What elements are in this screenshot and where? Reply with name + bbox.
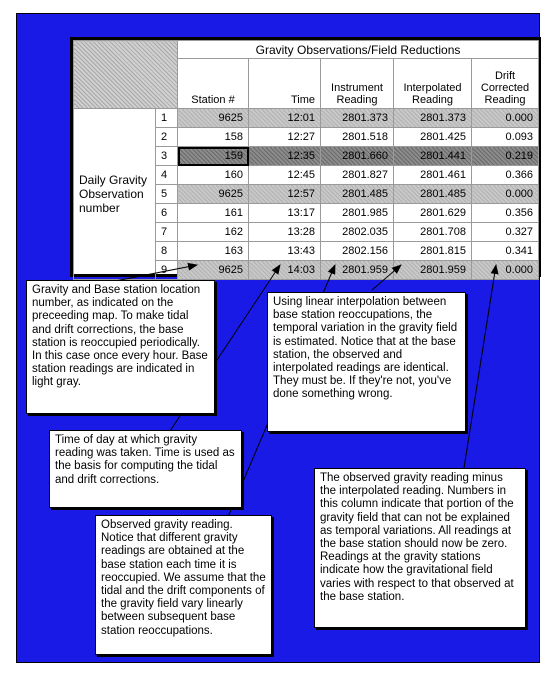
instrument-cell: 2802.035 — [321, 223, 394, 242]
obs-number: 6 — [156, 204, 178, 223]
interpolated-cell: 2801.708 — [394, 223, 472, 242]
obs-number: 2 — [156, 128, 178, 147]
station-cell: 163 — [178, 242, 249, 261]
time-cell: 13:17 — [249, 204, 321, 223]
note-interp: Using linear interpolation between base station reoccupations, the temporal variation in the gravity field is estimated. Notice that at the base station, the observed and interpolated readings are identical. They must be. If they're not, you've done something wrong. — [267, 292, 466, 432]
time-cell: 12:35 — [249, 147, 321, 166]
time-cell: 13:28 — [249, 223, 321, 242]
instrument-cell: 2801.485 — [321, 185, 394, 204]
interpolated-cell: 2801.425 — [394, 128, 472, 147]
instrument-cell: 2801.985 — [321, 204, 394, 223]
drift-cell: 0.356 — [472, 204, 539, 223]
arrow-interp — [372, 265, 401, 290]
interpolated-cell: 2801.373 — [394, 109, 472, 128]
col-header-instrument: Instrument Reading — [321, 59, 394, 109]
interpolated-cell: 2801.485 — [394, 185, 472, 204]
note-observed: Observed gravity reading. Notice that different gravity readings are obtained at the base station each time it is reoccupied. We assume that the tidal and the drift components of the gravity field vary linearly between subsequent base station reoccupations. — [95, 515, 272, 655]
time-cell: 13:43 — [249, 242, 321, 261]
row-group-label: Daily Gravity Observation number — [74, 109, 156, 280]
station-cell: 161 — [178, 204, 249, 223]
instrument-cell: 2801.827 — [321, 166, 394, 185]
obs-number: 4 — [156, 166, 178, 185]
instrument-cell: 2801.959 — [321, 261, 394, 280]
interpolated-cell: 2801.461 — [394, 166, 472, 185]
drift-cell: 0.000 — [472, 261, 539, 280]
interpolated-cell: 2801.815 — [394, 242, 472, 261]
time-cell: 14:03 — [249, 261, 321, 280]
station-cell: 158 — [178, 128, 249, 147]
station-cell: 160 — [178, 166, 249, 185]
station-cell: 9625 — [178, 109, 249, 128]
col-header-interpolated: Interpolated Reading — [394, 59, 472, 109]
instrument-cell: 2801.660 — [321, 147, 394, 166]
time-cell: 12:27 — [249, 128, 321, 147]
obs-number: 1 — [156, 109, 178, 128]
time-cell: 12:57 — [249, 185, 321, 204]
drift-cell: 0.366 — [472, 166, 539, 185]
obs-number: 9 — [156, 261, 178, 280]
drift-cell: 0.219 — [472, 147, 539, 166]
drift-cell: 0.341 — [472, 242, 539, 261]
drift-cell: 0.327 — [472, 223, 539, 242]
time-cell: 12:01 — [249, 109, 321, 128]
drift-cell: 0.093 — [472, 128, 539, 147]
note-station: Gravity and Base station location number, as indicated on the preceeding map. To make tidal and drift corrections, the base station is reoccupied periodically. In this case once every hour. Base station readings are indicated in light gray. — [26, 280, 215, 414]
table-title: Gravity Observations/Field Reductions — [178, 41, 539, 59]
col-header-station: Station # — [178, 59, 249, 109]
station-cell: 9625 — [178, 261, 249, 280]
note-time: Time of day at which gravity reading was taken. Time is used as the basis for computing the tidal and drift corrections. — [49, 430, 242, 508]
obs-number: 8 — [156, 242, 178, 261]
station-cell: 159 — [178, 147, 249, 166]
drift-cell: 0.000 — [472, 185, 539, 204]
drift-cell: 0.000 — [472, 109, 539, 128]
note-drift: The observed gravity reading minus the interpolated reading. Numbers in this column indicate that portion of the gravity field that can not be explained as temporal variations. All readings at the base station should now be zero. Readings at the gravity stations indicate how the gravitational field varies with respect to that observed at the base station. — [314, 468, 526, 628]
time-cell: 12:45 — [249, 166, 321, 185]
interpolated-cell: 2801.959 — [394, 261, 472, 280]
instrument-cell: 2801.518 — [321, 128, 394, 147]
station-cell: 162 — [178, 223, 249, 242]
obs-number: 5 — [156, 185, 178, 204]
col-header-time: Time — [249, 59, 321, 109]
obs-number: 3 — [156, 147, 178, 166]
instrument-cell: 2802.156 — [321, 242, 394, 261]
instrument-cell: 2801.373 — [321, 109, 394, 128]
col-header-drift: Drift Corrected Reading — [472, 59, 539, 109]
interpolated-cell: 2801.629 — [394, 204, 472, 223]
station-cell: 9625 — [178, 185, 249, 204]
arrow-drift — [464, 265, 496, 468]
obs-number: 7 — [156, 223, 178, 242]
interpolated-cell: 2801.441 — [394, 147, 472, 166]
